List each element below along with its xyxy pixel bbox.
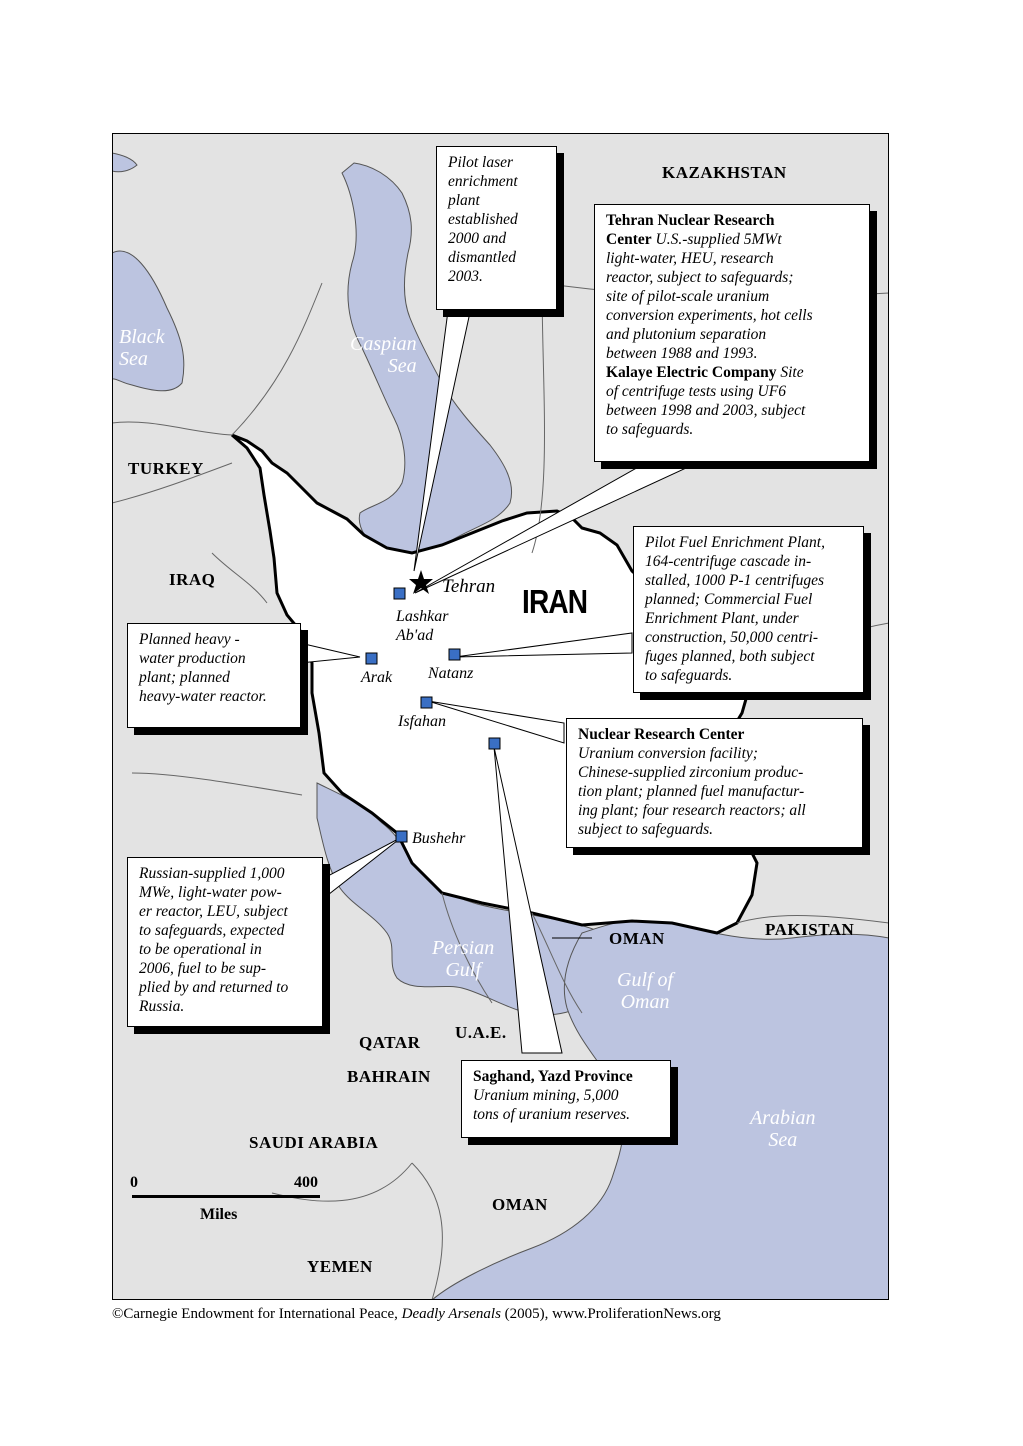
city-lashkar-line: Ab'ad: [396, 627, 434, 644]
country-oman-south: OMAN: [492, 1195, 548, 1214]
callout-line: plant; planned: [139, 669, 230, 686]
water-arabian-line: Sea: [768, 1129, 798, 1151]
callout-line: fuges planned, both subject: [645, 648, 815, 665]
water-caspian-line: Caspian: [350, 333, 417, 355]
country-iraq: IRAQ: [169, 570, 216, 589]
city-natanz: Natanz: [428, 665, 474, 682]
callout-line: to safeguards.: [606, 421, 694, 438]
country-saudi-arabia: SAUDI ARABIA: [249, 1133, 379, 1152]
callout-line: light-water, HEU, research: [606, 250, 774, 267]
callout-line: Pilot laser: [448, 154, 514, 171]
scale-line: [132, 1195, 320, 1198]
callout-line: Russian-supplied 1,000: [139, 865, 285, 882]
callout-line: 2003.: [448, 268, 483, 285]
callout-laser-plant: [436, 146, 557, 310]
callout-natanz: [633, 526, 864, 693]
country-qatar: QATAR: [359, 1033, 421, 1052]
callout-line: dismantled: [448, 249, 517, 266]
water-persian-line: Persian: [432, 937, 495, 959]
callout-line: subject to safeguards.: [578, 821, 714, 838]
callout-title: Nuclear Research Center: [578, 726, 745, 743]
callout-line: to safeguards.: [645, 667, 733, 684]
callout-line: Pilot Fuel Enrichment Plant,: [645, 534, 825, 551]
callout-line: 164-centrifuge cascade in-: [645, 553, 812, 570]
callout-line: of centrifuge tests using UF6: [606, 383, 786, 400]
callout-line: U.S.-supplied 5MWt: [655, 231, 782, 248]
country-turkey: TURKEY: [128, 459, 204, 478]
water-caspian-sea: [350, 333, 417, 377]
callout-line: Uranium mining, 5,000: [473, 1087, 619, 1104]
callout-line: plied by and returned to: [139, 979, 289, 996]
water-caspian-line: Sea: [387, 355, 417, 377]
callout-line: er reactor, LEU, subject: [139, 903, 288, 920]
city-tehran: Tehran: [442, 576, 496, 597]
callout-line: Enrichment Plant, under: [645, 610, 799, 627]
scale-end: 400: [294, 1174, 318, 1191]
country-kazakhstan: KAZAKHSTAN: [662, 163, 787, 182]
water-black-sea-line: Black: [119, 326, 165, 348]
footer-prefix: ©Carnegie Endowment for International Peace,: [112, 1306, 398, 1322]
arak-marker: [366, 653, 377, 664]
water-gulf-of-oman: [617, 969, 673, 1013]
city-bushehr: Bushehr: [412, 830, 466, 847]
bushehr-marker: [396, 831, 407, 842]
callout-line: conversion experiments, hot cells: [606, 307, 813, 324]
callout-title: Kalaye Electric Company: [606, 364, 777, 381]
callout-line: reactor, subject to safeguards;: [606, 269, 794, 286]
country-bahrain: BAHRAIN: [347, 1067, 431, 1086]
country-iran: IRAN: [522, 583, 588, 620]
water-gulf-oman-line: Oman: [620, 991, 670, 1013]
callout-line: heavy-water reactor.: [139, 688, 267, 705]
callout-line: construction, 50,000 centri-: [645, 629, 819, 646]
callout-line: ing plant; four research reactors; all: [578, 802, 806, 819]
callout-line: 2000 and: [448, 230, 507, 247]
callout-line: and plutonium separation: [606, 326, 767, 343]
callout-title: Center: [606, 231, 652, 248]
copyright-footer: [112, 1306, 721, 1323]
lashkar-marker: [394, 588, 405, 599]
scale-unit: Miles: [200, 1206, 238, 1223]
callout-arak: [127, 623, 301, 728]
callout-line: established: [448, 211, 518, 228]
water-black-sea-line: Sea: [119, 348, 148, 370]
natanz-marker: [449, 649, 460, 660]
saghand-marker: [489, 738, 500, 749]
callout-tehran-research-center: [594, 204, 870, 462]
callout-line: plant: [448, 192, 480, 209]
callout-line: stalled, 1000 P-1 centrifuges: [645, 572, 825, 589]
callout-line: Uranium conversion facility;: [578, 745, 758, 762]
callout-line: between 1988 and 1993.: [606, 345, 758, 362]
callout-title: Saghand, Yazd Province: [473, 1068, 633, 1085]
water-persian-gulf: [432, 937, 494, 981]
callout-saghand: [461, 1060, 671, 1138]
callout-line: tion plant; planned fuel manufactur-: [578, 783, 805, 800]
callout-line: between 1998 and 2003, subject: [606, 402, 806, 419]
callout-isfahan: [566, 718, 863, 848]
callout-line: Site: [780, 364, 804, 381]
water-black-sea: [119, 326, 165, 370]
callout-line: 2006, fuel to be sup-: [139, 960, 266, 977]
callout-line: water production: [139, 650, 246, 667]
callout-line: to be operational in: [139, 941, 262, 958]
callout-line: MWe, light-water pow-: [139, 884, 282, 901]
footer-suffix: (2005), www.ProliferationNews.org: [504, 1306, 721, 1322]
callout-line: Russia.: [139, 998, 185, 1015]
callout-line: enrichment: [448, 173, 518, 190]
water-arabian-sea: [750, 1107, 816, 1151]
callout-line: to safeguards, expected: [139, 922, 285, 939]
callout-title: Tehran Nuclear Research: [606, 212, 775, 229]
scale-start: 0: [130, 1174, 138, 1191]
city-lashkar-line: Lashkar: [396, 608, 449, 625]
water-persian-line: Gulf: [445, 959, 481, 981]
callout-line: Planned heavy -: [139, 631, 240, 648]
water-arabian-line: Arabian: [750, 1107, 816, 1129]
country-pakistan: PAKISTAN: [765, 920, 855, 939]
country-yemen: YEMEN: [307, 1257, 373, 1276]
city-arak: Arak: [361, 669, 393, 686]
scale-bar: [126, 1174, 326, 1226]
city-isfahan: Isfahan: [398, 713, 446, 730]
footer-book-title: Deadly Arsenals: [401, 1306, 501, 1322]
city-lashkar: [396, 607, 448, 645]
callout-line: site of pilot-scale uranium: [606, 288, 770, 305]
callout-bushehr: [127, 857, 323, 1027]
callout-line: Chinese-supplied zirconium produc-: [578, 764, 804, 781]
callout-line: tons of uranium reserves.: [473, 1106, 630, 1123]
water-gulf-oman-line: Gulf of: [617, 969, 674, 991]
country-uae: U.A.E.: [455, 1023, 507, 1042]
country-oman-north: OMAN: [609, 929, 665, 948]
callout-line: planned; Commercial Fuel: [645, 591, 813, 608]
isfahan-marker: [421, 697, 432, 708]
